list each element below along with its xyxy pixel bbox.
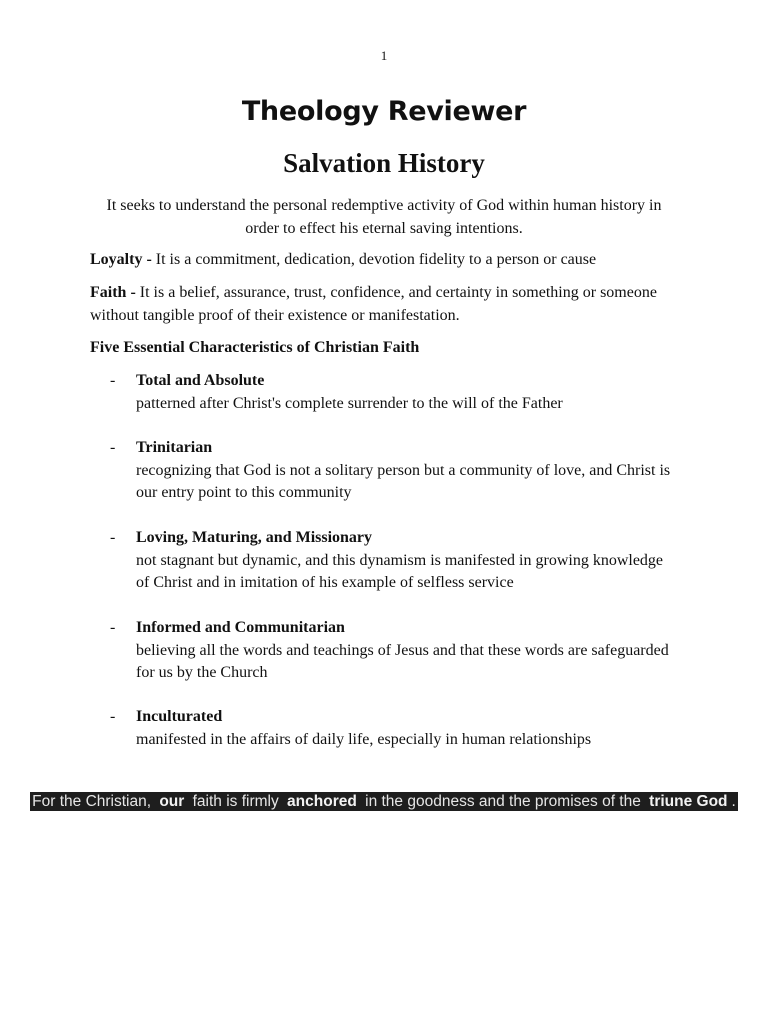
characteristic-item: [110, 527, 680, 595]
characteristic-description: patterned after Christ's complete surrender to the will of the Father: [136, 394, 563, 412]
characteristic-item: [110, 617, 680, 685]
highlight-segment: .: [731, 793, 736, 810]
highlight-keyword: anchored: [287, 793, 357, 810]
characteristic-description: believing all the words and teachings of Jesus and that these words are safeguarded for us by the Church: [136, 641, 669, 681]
highlight-keyword: triune God: [649, 793, 728, 810]
highlight-segment: For the Christian,: [32, 793, 156, 810]
list-dash: -: [110, 529, 116, 546]
characteristic-name: Inculturated: [136, 708, 223, 725]
definition-term: Faith -: [90, 284, 140, 301]
characteristic-name: Informed and Communitarian: [136, 619, 345, 636]
intro-paragraph: It seeks to understand the personal redemptive activity of God within human history in order to effect his eternal saving intentions.: [106, 197, 662, 237]
document-title: Theology Reviewer: [241, 96, 527, 127]
characteristic-name: Total and Absolute: [136, 372, 265, 389]
characteristic-name: Loving, Maturing, and Missionary: [136, 529, 373, 546]
list-dash: -: [110, 708, 116, 725]
characteristic-item: [110, 370, 680, 415]
characteristic-item: [110, 706, 680, 751]
highlight-segment: in the goodness and the promises of the: [360, 793, 646, 810]
section-title: Salvation History: [283, 148, 485, 178]
characteristics-heading: Five Essential Characteristics of Christian Faith: [90, 339, 420, 356]
closing-highlighted-statement: [0, 790, 768, 813]
highlight-keyword: our: [159, 793, 185, 810]
characteristic-description: manifested in the affairs of daily life, especially in human relationships: [136, 730, 592, 748]
definition-faith: [90, 282, 680, 327]
definition-term: Loyalty -: [90, 251, 156, 268]
definition-text: It is a belief, assurance, trust, confidence, and certainty in something or someone without tangible proof of their existence or manifestation.: [90, 284, 657, 324]
definition-loyalty: [90, 249, 680, 272]
characteristic-description: not stagnant but dynamic, and this dynamism is manifested in growing knowledge of Christ and in imitation of his example of selfless service: [136, 551, 664, 591]
list-dash: -: [110, 372, 116, 389]
list-dash: -: [110, 439, 116, 456]
characteristic-item: [110, 437, 680, 505]
list-dash: -: [110, 619, 116, 636]
characteristic-description: recognizing that God is not a solitary person but a community of love, and Christ is our entry point to this community: [136, 461, 671, 501]
page-number: 1: [380, 48, 388, 63]
characteristic-name: Trinitarian: [136, 439, 213, 456]
highlight-segment: faith is firmly: [188, 793, 284, 810]
definition-text: It is a commitment, dedication, devotion fidelity to a person or cause: [155, 251, 597, 268]
